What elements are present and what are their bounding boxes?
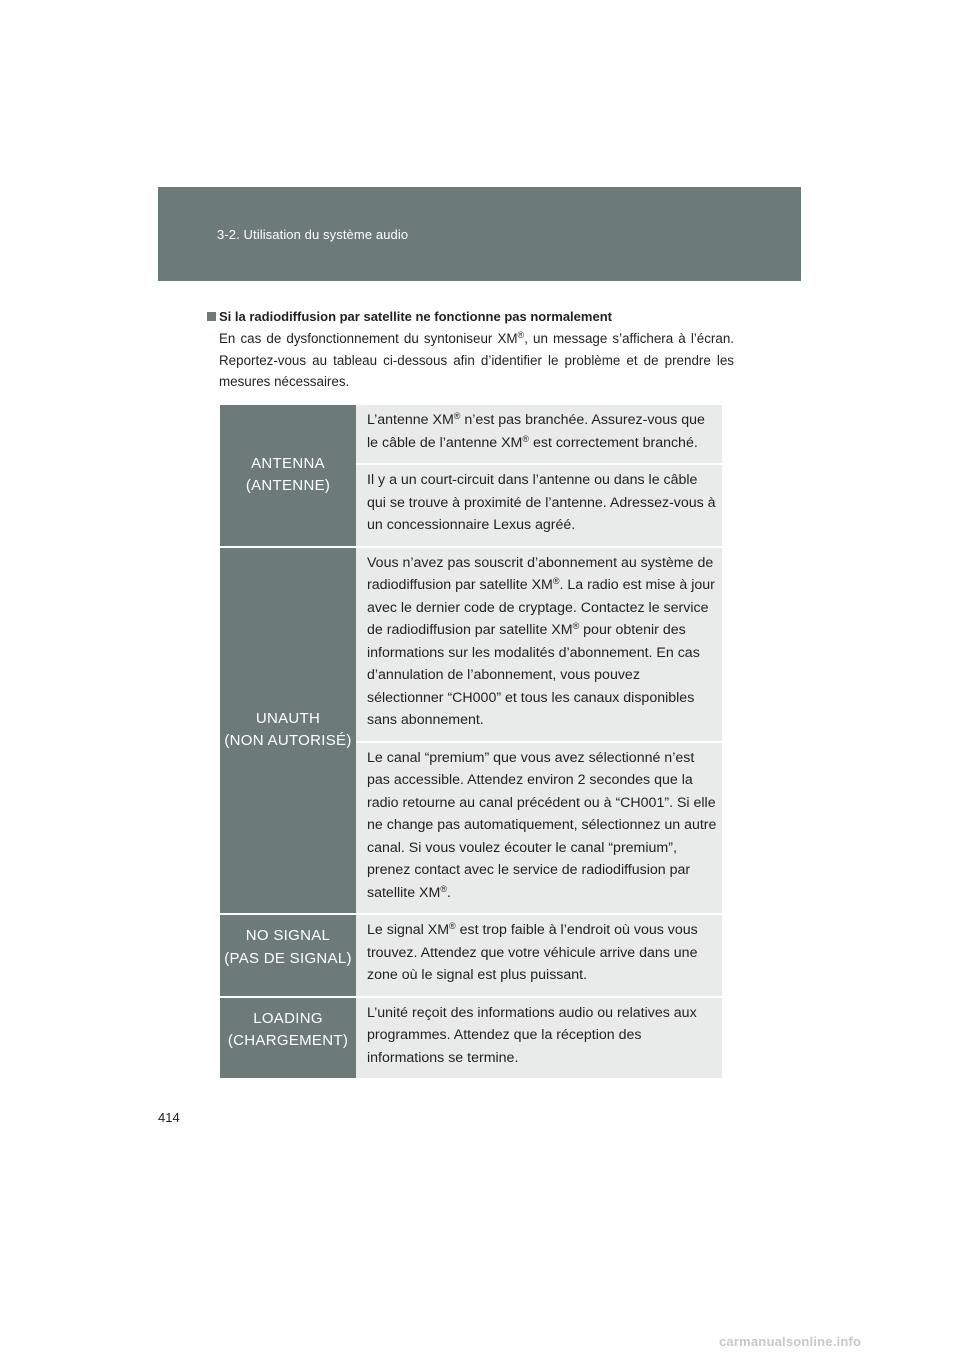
status-description: Le signal XM® est trop faible à l’endroit où vous vous trouvez. Attendez que votre véhicule arrive dans une zone où le signal est plus puissant. — [356, 915, 722, 998]
intro-text-2: , un message s’affichera à l’écran. Reportez-vous au tableau ci-dessous afin d’identifier le problème et de prendre les mesures nécessaires. — [219, 331, 735, 389]
section-breadcrumb: 3-2. Utilisation du système audio — [217, 227, 409, 242]
status-label-loading — [220, 998, 356, 1079]
page-number: 414 — [158, 1110, 180, 1125]
status-message-table — [220, 405, 722, 1078]
status-translation: (CHARGEMENT) — [227, 1032, 349, 1049]
section-heading-text: Si la radiodiffusion par satellite ne fonctionne pas normalement — [219, 309, 612, 324]
status-description: Le canal “premium” que vous avez sélectionné n’est pas accessible. Attendez environ 2 secondes que la radio retourne au canal précédent ou à “CH001”. Si elle ne change pas automatiquement, sélectionnez un autre canal. Si vous voulez écouter le canal “premium”, prenez contact avec le service de radiodiffusion par satellite XM®. — [356, 743, 722, 916]
table-row — [220, 915, 722, 998]
status-description: L’unité reçoit des informations audio ou relatives aux programmes. Attendez que la réception des informations se termine. — [356, 998, 722, 1079]
status-code: NO SIGNAL — [245, 927, 331, 944]
square-bullet-icon — [207, 312, 216, 321]
status-translation: (ANTENNE) — [245, 477, 331, 495]
status-label-no-signal — [220, 915, 356, 998]
watermark: carmanualsonline.info — [719, 1334, 862, 1349]
status-code: LOADING — [253, 1009, 323, 1027]
section-heading — [207, 309, 612, 324]
status-code: UNAUTH — [255, 709, 321, 727]
status-description: Il y a un court-circuit dans l’antenne ou dans le câble qui se trouve à proximité de l’antenne. Adressez-vous à un concessionnaire Lexus agréé. — [356, 465, 722, 548]
intro-paragraph — [219, 328, 734, 393]
status-translation: (PAS DE SIGNAL) — [224, 949, 352, 967]
status-code: ANTENNA — [251, 454, 325, 472]
status-label-unauth — [220, 548, 356, 916]
table-row — [220, 998, 722, 1079]
registered-mark: ® — [517, 330, 525, 340]
status-label-antenna — [220, 405, 356, 548]
status-description: Vous n’avez pas souscrit d’abonnement au système de radiodiffusion par satellite XM®. La radio est mise à jour avec le dernier code de cryptage. Contactez le service de radiodiffusion par satellite XM® pour obtenir des informations sur les modalités d’abonnement. En cas d’annulation de l’abonnement, vous pouvez sélectionner “CH000” et tous les canaux disponibles sans abonnement. — [356, 548, 722, 743]
status-translation: (NON AUTORISÉ) — [224, 732, 352, 750]
intro-text-1: En cas de dysfonctionnement du syntoniseur XM — [219, 331, 518, 346]
header-band — [158, 187, 801, 281]
table-row — [220, 405, 722, 465]
table-row — [220, 548, 722, 743]
status-description: L’antenne XM® n’est pas branchée. Assurez-vous que le câble de l’antenne XM® est correctement branché. — [356, 405, 722, 465]
